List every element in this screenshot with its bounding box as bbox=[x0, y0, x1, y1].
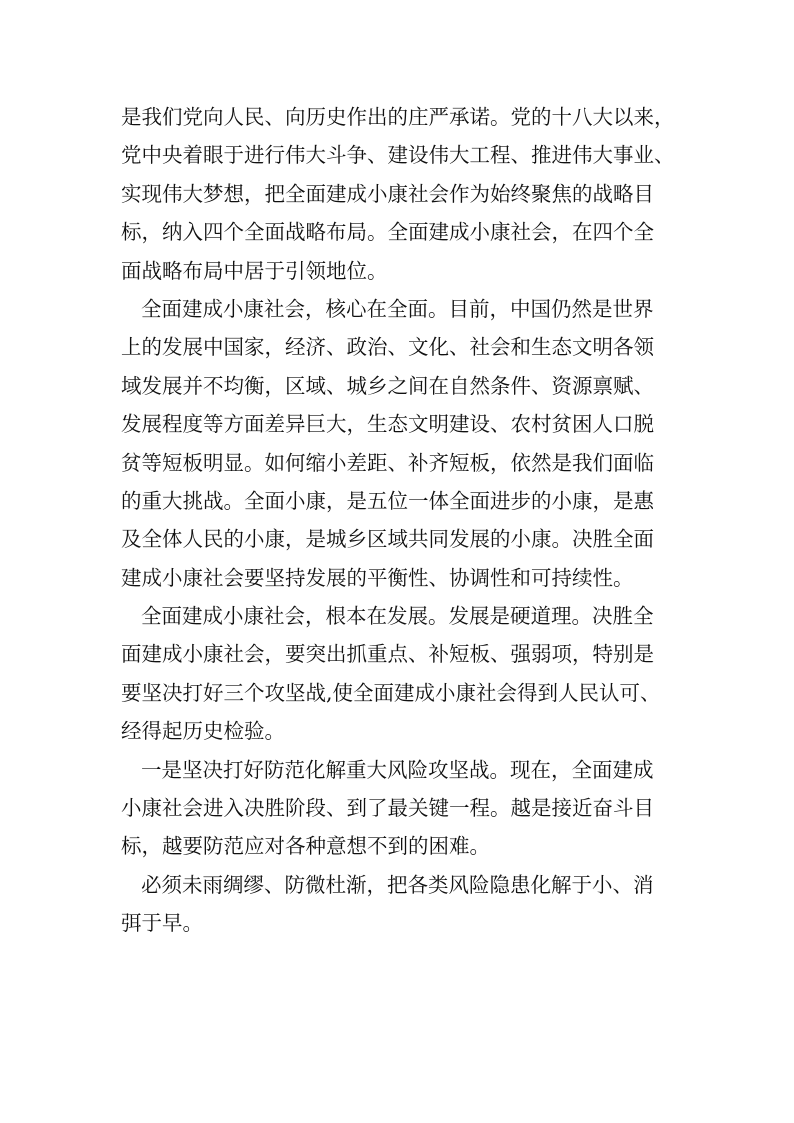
text-line: 党中央着眼于进行伟大斗争、建设伟大工程、推进伟大事业、 bbox=[121, 143, 675, 168]
text-line: 经得起历史检验。 bbox=[121, 719, 285, 744]
text-line: 标，纳入四个全面战略布局。全面建成小康社会，在四个全 bbox=[121, 220, 654, 245]
text-line: 贫等短板明显。如何缩小差距、补齐短板，依然是我们面临 bbox=[121, 450, 654, 475]
text-line: 全面建成小康社会，核心在全面。目前，中国仍然是世界 bbox=[141, 296, 654, 321]
text-line: 面建成小康社会，要突出抓重点、补短板、强弱项，特别是 bbox=[121, 642, 654, 667]
text-line: 的重大挑战。全面小康，是五位一体全面进步的小康，是惠 bbox=[121, 488, 654, 513]
text-line: 标，越要防范应对各种意想不到的困难。 bbox=[121, 834, 490, 859]
text-line: 小康社会进入决胜阶段、到了最关键一程。越是接近奋斗目 bbox=[121, 796, 654, 821]
text-line: 全面建成小康社会，根本在发展。发展是硬道理。决胜全 bbox=[141, 604, 654, 629]
text-line: 建成小康社会要坚持发展的平衡性、协调性和可持续性。 bbox=[121, 565, 634, 590]
text-line: 上的发展中国家，经济、政治、文化、社会和生态文明各领 bbox=[121, 335, 654, 360]
text-line: 面战略布局中居于引领地位。 bbox=[121, 258, 388, 283]
text-line: 要坚决打好三个攻坚战,使全面建成小康社会得到人民认可、 bbox=[121, 680, 661, 705]
text-line: 是我们党向人民、向历史作出的庄严承诺。党的十八大以来， bbox=[121, 105, 675, 129]
text-line: 域发展并不均衡，区域、城乡之间在自然条件、资源禀赋、 bbox=[121, 373, 654, 398]
text-line: 发展程度等方面差异巨大，生态文明建设、农村贫困人口脱 bbox=[121, 412, 654, 437]
body-text bbox=[121, 98, 681, 943]
text-line: 必须未雨绸缪、防微杜渐，把各类风险隐患化解于小、消 bbox=[141, 872, 654, 897]
text-line: 弭于早。 bbox=[121, 911, 203, 936]
text-line: 一是坚决打好防范化解重大风险攻坚战。现在，全面建成 bbox=[141, 757, 654, 782]
text-line: 实现伟大梦想，把全面建成小康社会作为始终聚焦的战略目 bbox=[121, 181, 654, 206]
text-line: 及全体人民的小康，是城乡区域共同发展的小康。决胜全面 bbox=[121, 527, 654, 552]
